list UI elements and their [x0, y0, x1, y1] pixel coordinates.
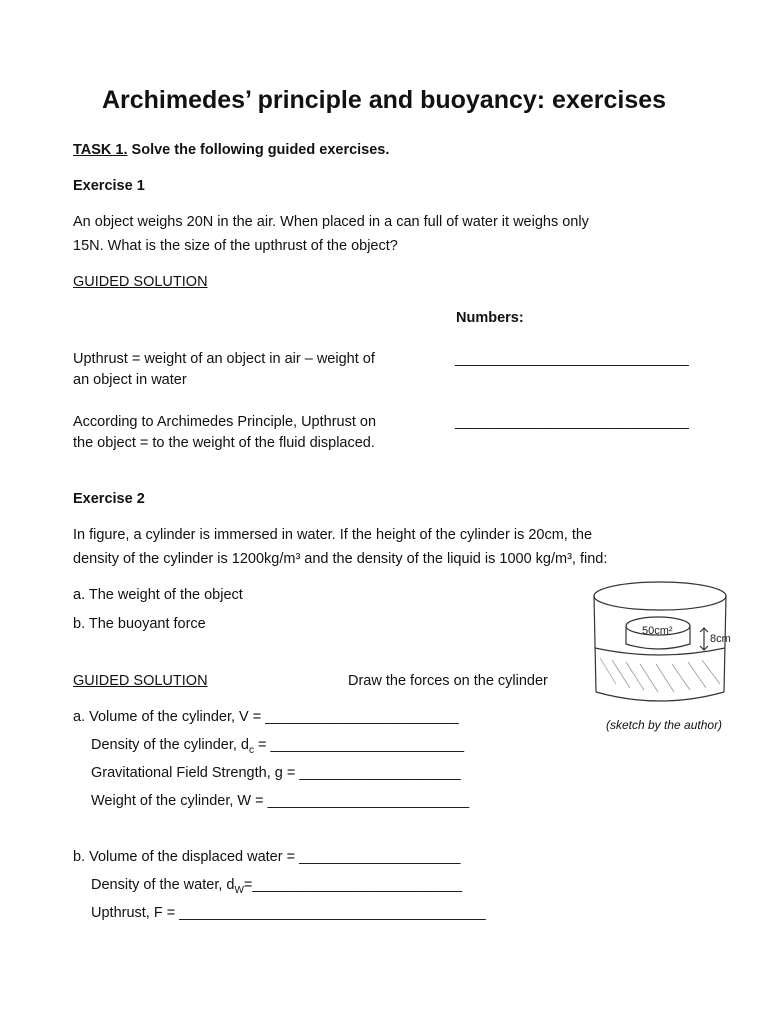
- weight-cylinder-line[interactable]: Weight of the cylinder, W = _________________________: [91, 793, 470, 809]
- height-arrow: [700, 628, 708, 650]
- exercise1-line1: An object weighs 20N in the air. When placed in a can full of water it weighs only: [73, 214, 589, 230]
- container-left-wall: [594, 596, 596, 692]
- task-text: Solve the following guided exercises.: [127, 142, 390, 158]
- upthrust-definition-line2: an object in water: [73, 372, 187, 388]
- upthrust-line[interactable]: Upthrust, F = ______________________________________: [91, 905, 486, 921]
- exercise1-line2: 15N. What is the size of the upthrust of the object?: [73, 238, 398, 254]
- exercise2-line2: density of the cylinder is 1200kg/m³ and the density of the liquid is 1000 kg/m³, find:: [73, 551, 608, 567]
- answer-blank-2[interactable]: _____________________________: [455, 414, 689, 430]
- gravity-line[interactable]: Gravitational Field Strength, g = ____________________: [91, 765, 461, 781]
- archimedes-principle-line1: According to Archimedes Principle, Upthrust on: [73, 414, 377, 430]
- exercise2-item-b: b. The buoyant force: [73, 616, 206, 632]
- answer-blank-1[interactable]: _____________________________: [455, 351, 689, 367]
- sketch-caption: (sketch by the author): [606, 718, 723, 732]
- exercise1-guided-solution: GUIDED SOLUTION: [73, 274, 208, 290]
- container-top-rim: [594, 582, 726, 610]
- archimedes-principle-line2: the object = to the weight of the fluid displaced.: [73, 435, 375, 451]
- volume-cylinder-line[interactable]: a. Volume of the cylinder, V = ________________________: [73, 709, 459, 725]
- exercise2-guided-solution: GUIDED SOLUTION: [73, 673, 208, 689]
- page-title: Archimedes’ principle and buoyancy: exercises: [101, 86, 667, 114]
- container-bottom: [596, 692, 724, 701]
- upthrust-definition-line1: Upthrust = weight of an object in air – weight of: [73, 351, 375, 367]
- task-label: TASK 1.: [73, 142, 128, 158]
- sketch-area-label: 50cm²: [642, 625, 673, 637]
- exercise1-heading: Exercise 1: [73, 178, 145, 194]
- cylinder-sketch: [586, 574, 746, 714]
- exercise2-item-a: a. The weight of the object: [73, 587, 243, 603]
- density-cylinder-line[interactable]: Density of the cylinder, $d_c$ = ________________________: [91, 737, 465, 756]
- volume-displaced-line[interactable]: b. Volume of the displaced water = ____________________: [73, 849, 461, 865]
- density-water-line[interactable]: Density of the water, $d_W=\_\_\_\_\_\_\_\_\_\_\_\_\_\_\_\_\_\_\_\_\_\_\_\_\_\_$: [91, 877, 463, 896]
- exercise2-heading: Exercise 2: [73, 491, 145, 507]
- draw-forces-instruction: Draw the forces on the cylinder: [348, 673, 548, 689]
- sketch-height-label: 8cm: [710, 633, 731, 645]
- numbers-label: Numbers:: [456, 310, 524, 326]
- task-instruction: [73, 139, 389, 161]
- exercise2-line1: In figure, a cylinder is immersed in water. If the height of the cylinder is 20cm, the: [73, 527, 593, 543]
- water-shading: [600, 658, 720, 692]
